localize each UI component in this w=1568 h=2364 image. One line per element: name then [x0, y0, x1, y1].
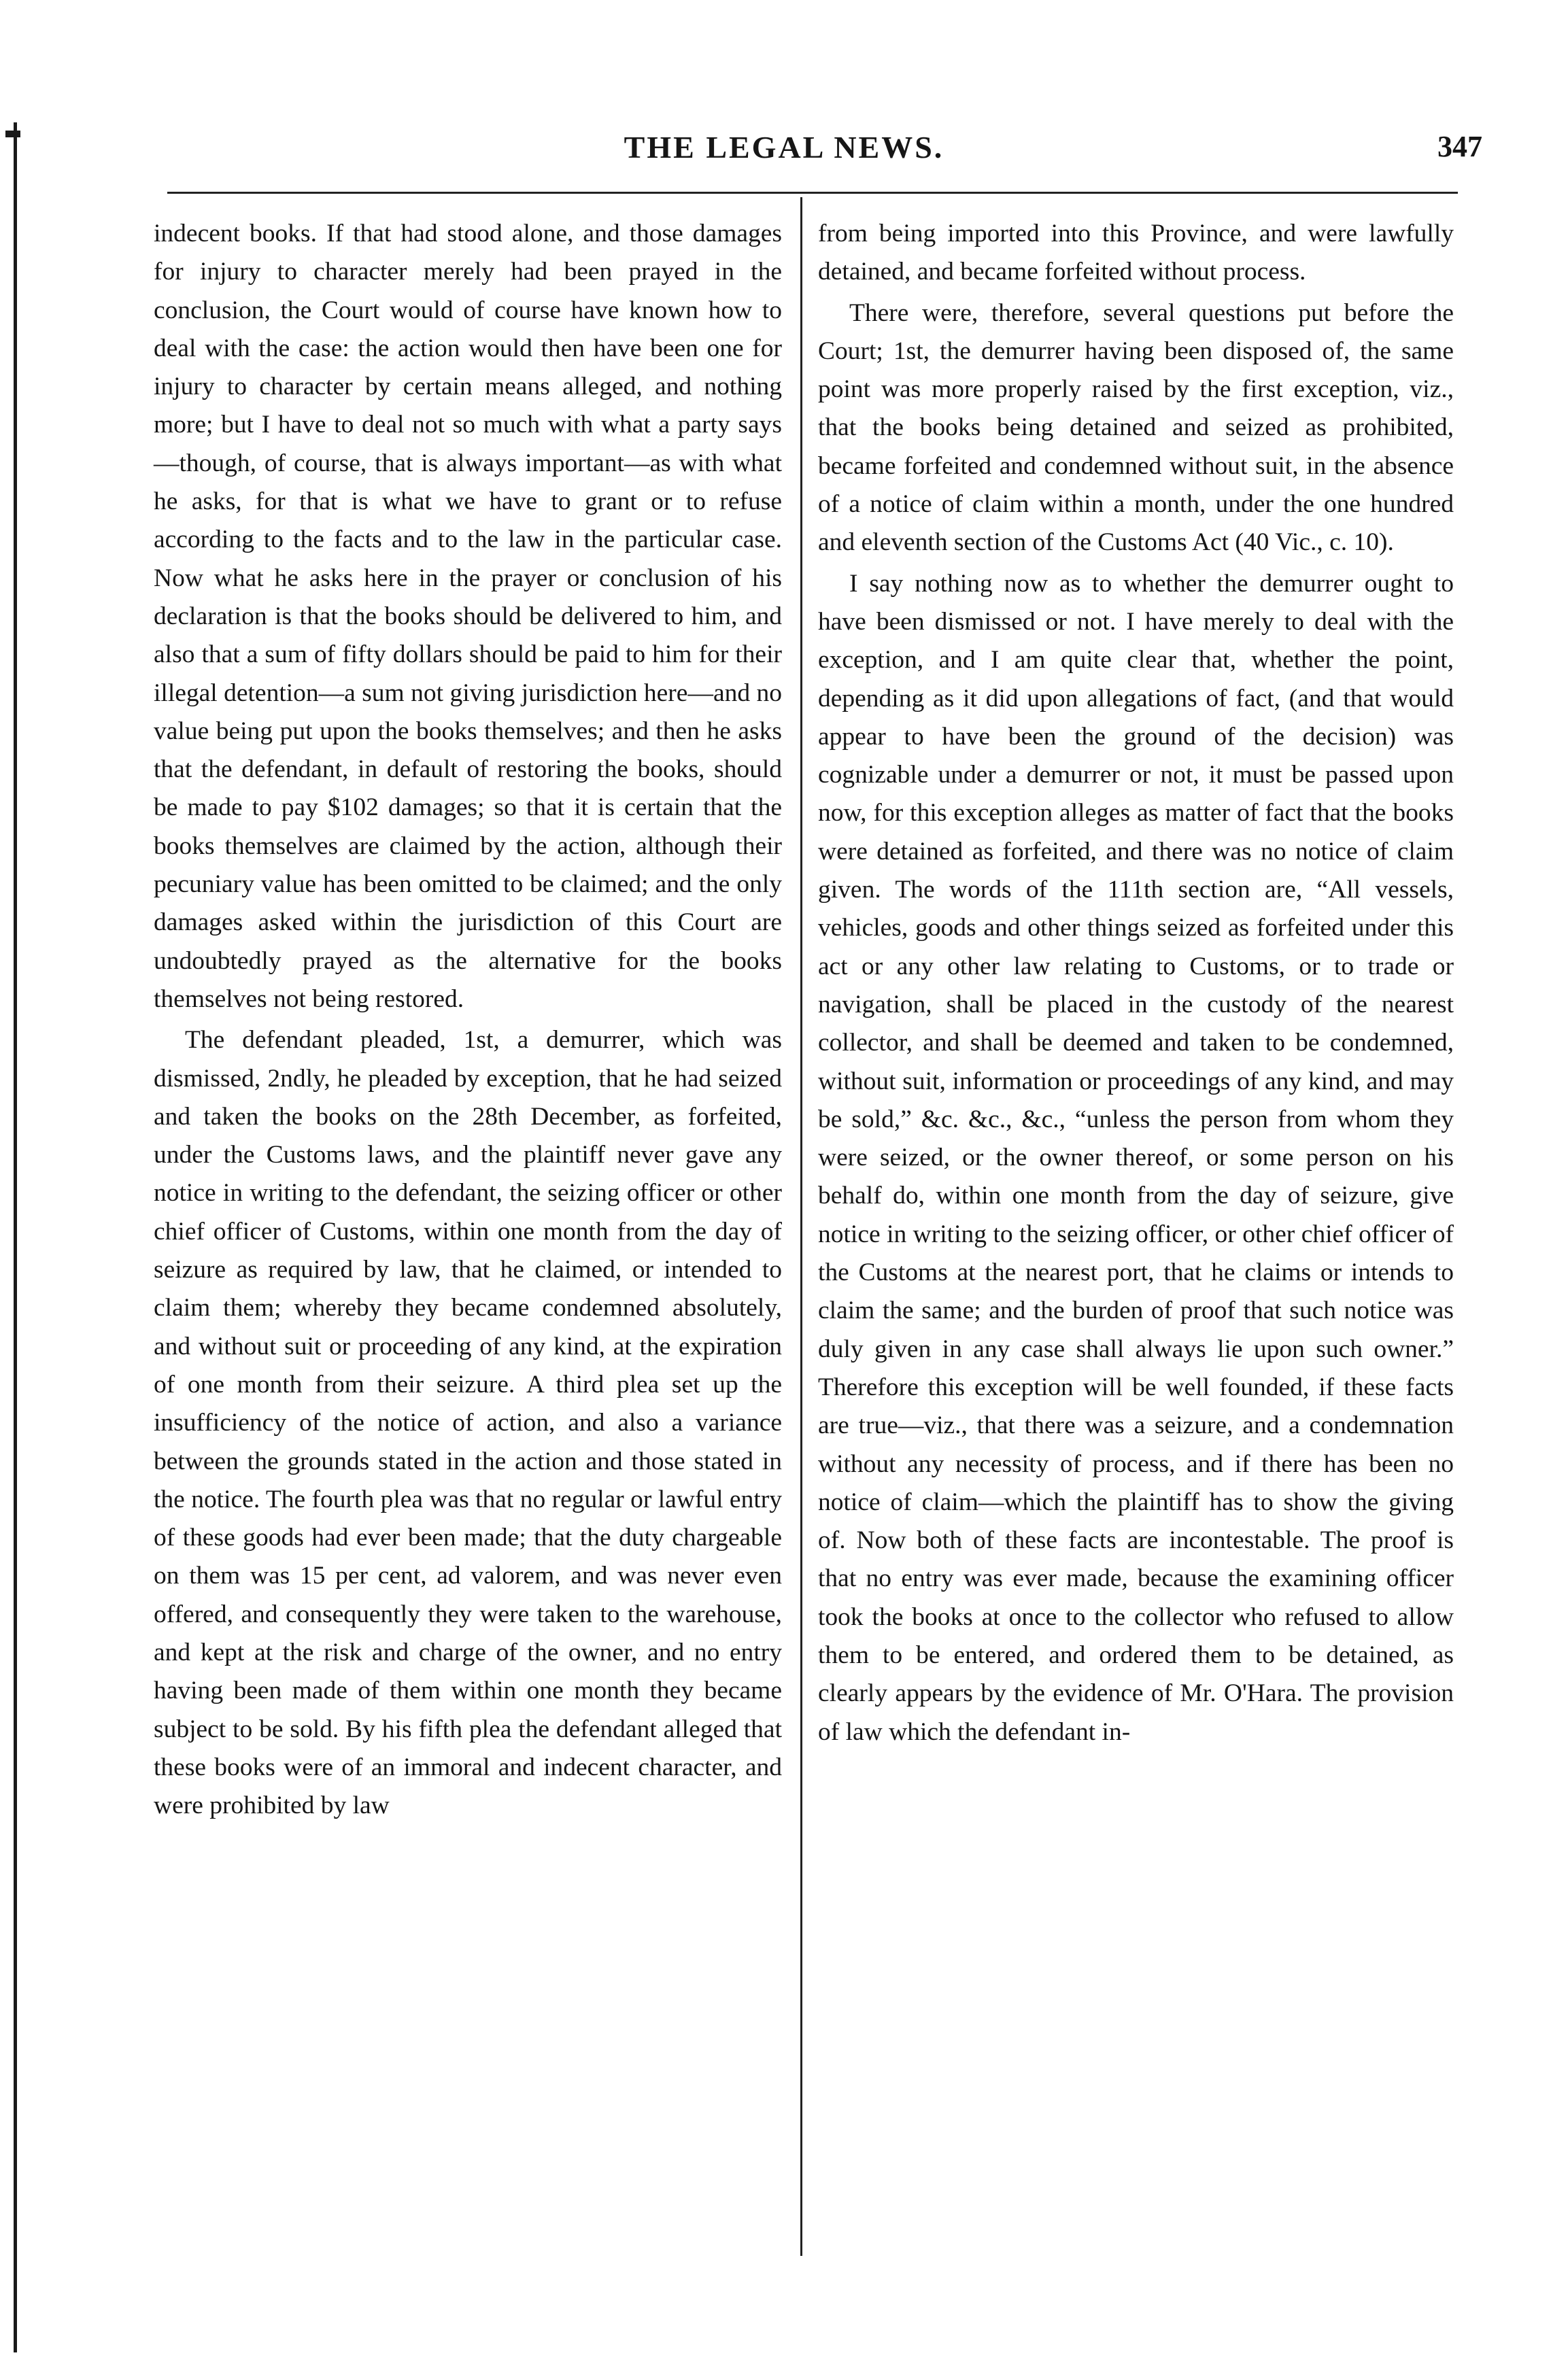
paragraph: I say nothing now as to whether the demurrer ought to have been dismissed or not. I have merely to deal with the exception, and I am quite clear that, whether the point, depending as it did upon allegations of fact, (and that would appear to have been the ground of the decision) was cognizable under a demurrer or not, it must be passed upon now, for this exception alleges as matter of fact that the books were detained as forfeited, and there was no notice of claim given. The words of the 111th section are, “All vessels, vehicles, goods and other things seized as forfeited under this act or any other law relating to Customs, or to trade or navigation, shall be placed in the custody of the nearest collector, and shall be deemed and taken to be condemned, without suit, information or proceedings of any kind, and may be sold,” &c. &c., &c., “unless the person from whom they were seized, or the owner thereof, or some person on his behalf do, within one month from the day of seizure, give notice in writing to the seizing officer, or other chief officer of the Customs at the nearest port, that he claims or intends to claim the same; and the burden of proof that such notice was duly given in any case shall always lie upon such owner.” Therefore this exception will be well founded, if these facts are true—viz., that there was a seizure, and a condemnation without any necessity of process, and if there has been no notice of claim—which the plaintiff has to show the giving of. Now both of these facts are incontestable. The proof is that no entry was ever made, because the examining officer took the books at once to the collector who refused to allow them to be entered, and ordered them to be detained, as clearly appears by the evidence of Mr. O'Hara. The provision of law which the defendant in-	[818, 569, 1454, 1746]
paragraph: There were, therefore, several questions put before the Court; 1st, the demurrer having been disposed of, the same point was more properly raised by the first exception, viz., that the books being detained and seized as prohibited, became forfeited and condemned without suit, in the absence of a notice of claim within a month, under the one hundred and eleventh section of the Customs Act (40 Vic., c. 10).	[818, 298, 1454, 557]
left-column	[154, 215, 782, 1825]
right-column	[818, 215, 1454, 1751]
binding-edge	[14, 122, 17, 2352]
page-number: 347	[1437, 130, 1482, 163]
column-divider	[800, 197, 802, 2256]
running-head	[0, 129, 1568, 177]
header-rule	[167, 192, 1458, 194]
running-title: THE LEGAL NEWS.	[624, 130, 944, 165]
paragraph: indecent books. If that had stood alone, and those damages for injury to character merely had been prayed in the conclusion, the Court would of course have known how to deal with the case: the action would then have been one for injury to character by certain means alleged, and nothing more; but I have to deal not so much with what a party says—though, of course, that is always important—as with what he asks, for that is what we have to grant or to refuse according to the facts and to the law in the particular case. Now what he asks here in the prayer or conclusion of his declaration is that the books should be delivered to him, and also that a sum of fifty dollars should be paid to him for their illegal detention—a sum not giving jurisdiction here—and no value being put upon the books themselves; and then he asks that the defendant, in default of restoring the books, should be made to pay $102 damages; so that it is certain that the books themselves are claimed by the action, although their pecuniary value has been omitted to be claimed; and the only damages asked within the jurisdiction of this Court are undoubtedly prayed as the alternative for the books themselves not being restored.	[154, 220, 782, 1013]
paragraph: from being imported into this Province, and were lawfully detained, and became forfeited without process.	[818, 220, 1454, 286]
paragraph: The defendant pleaded, 1st, a demurrer, which was dismissed, 2ndly, he pleaded by exception, that he had seized and taken the books on the 28th December, as forfeited, under the Customs laws, and the plaintiff never gave any notice in writing to the defendant, the seizing officer or other chief officer of Customs, within one month from the day of seizure as required by law, that he claimed, or intended to claim them; whereby they became condemned absolutely, and without suit or proceeding of any kind, at the expiration of one month from their seizure. A third plea set up the insufficiency of the notice of action, and also a variance between the grounds stated in the action and those stated in the notice. The fourth plea was that no regular or lawful entry of these goods had ever been made; that the duty chargeable on them was 15 per cent, ad valorem, and was never even offered, and consequently they were taken to the warehouse, and kept at the risk and charge of the owner, and no entry having been made of them within one month they became subject to be sold. By his fifth plea the defendant alleged that these books were of an immoral and indecent character, and were prohibited by law	[154, 1026, 782, 1820]
